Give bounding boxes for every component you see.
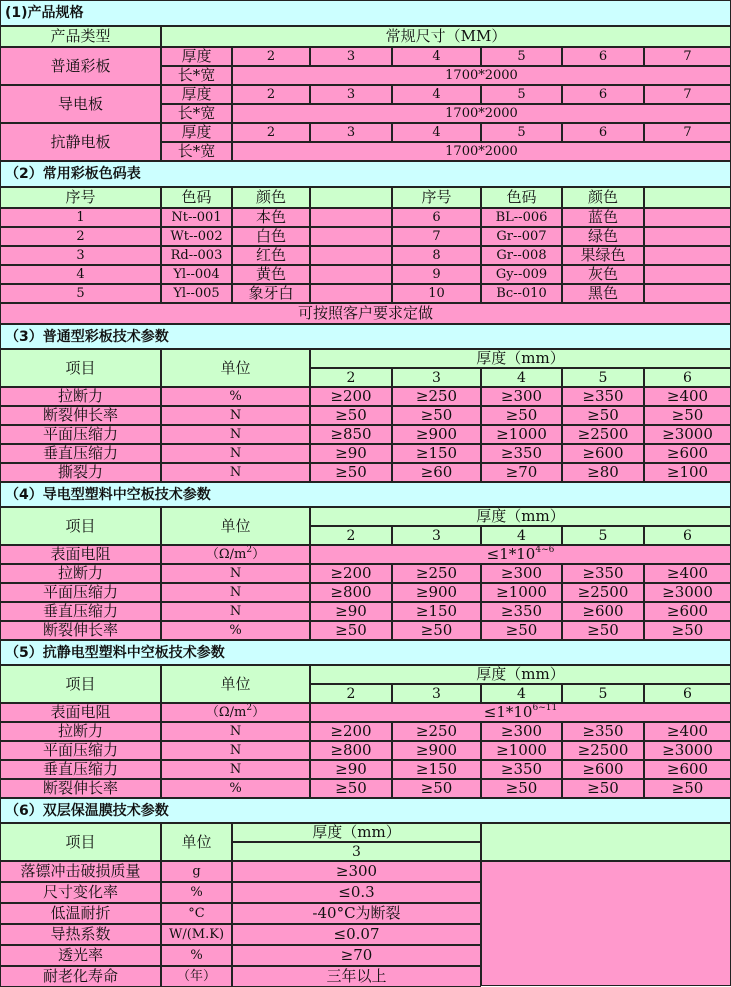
thickness-value: 2 [232, 47, 310, 66]
param-value: ≥50 [310, 779, 392, 798]
param-value-text: ≤1*10 [483, 703, 533, 721]
param-value: ≥3000 [644, 741, 731, 760]
row-label: 厚度 [161, 85, 232, 104]
size-value: 1700*2000 [232, 104, 731, 123]
param-value: ≥50 [481, 779, 562, 798]
param-value: ≥350 [562, 564, 644, 583]
param-unit-end: ） [252, 547, 266, 562]
color-name: 绿色 [562, 227, 644, 246]
blank-cell [644, 227, 731, 246]
product-type: 普通彩板 [0, 47, 161, 85]
color-code: Yl--004 [161, 265, 232, 284]
param-name: 耐老化寿命 [0, 966, 161, 987]
custom-note: 可按照客户要求定做 [0, 303, 731, 324]
param-value: ≥80 [562, 463, 644, 482]
param-value: ≥350 [481, 444, 562, 463]
param-value: ≥90 [310, 602, 392, 621]
param-value [310, 703, 731, 722]
color-name: 蓝色 [562, 208, 644, 227]
param-name: 平面压缩力 [0, 741, 161, 760]
param-name: 落镖冲击破损质量 [0, 861, 161, 882]
param-value: 三年以上 [232, 966, 481, 987]
thickness-value: 5 [562, 526, 644, 545]
param-unit: N [161, 564, 310, 583]
param-value: ≥50 [310, 406, 392, 425]
size-value: 1700*2000 [232, 66, 731, 85]
thickness-value: 6 [644, 526, 731, 545]
param-value: ≥50 [392, 621, 481, 640]
param-value: ≥800 [310, 741, 392, 760]
param-value: ≥3000 [644, 425, 731, 444]
color-name: 黄色 [232, 265, 310, 284]
param-value: ≥50 [392, 406, 481, 425]
param-unit: N [161, 425, 310, 444]
param-value: ≥60 [392, 463, 481, 482]
row-label: 长*宽 [161, 142, 232, 161]
param-unit: N [161, 444, 310, 463]
thickness-value: 4 [392, 123, 481, 142]
thickness-value: 2 [232, 85, 310, 104]
param-value: ≥600 [562, 602, 644, 621]
thickness-value: 3 [392, 526, 481, 545]
param-unit-end: ） [252, 705, 266, 720]
param-unit: % [161, 621, 310, 640]
param-unit: % [161, 779, 310, 798]
color-code: Yl--005 [161, 284, 232, 303]
thickness-value: 6 [562, 47, 644, 66]
param-value: ≥3000 [644, 583, 731, 602]
thickness-value: 6 [562, 85, 644, 104]
col-header: 颜色 [562, 187, 644, 208]
param-value-sup: 4~6 [535, 545, 555, 555]
col-header: 厚度（mm） [310, 665, 731, 684]
param-name: 断裂伸长率 [0, 779, 161, 798]
param-value: ≥900 [392, 741, 481, 760]
color-no: 9 [392, 265, 481, 284]
col-header: 项目 [0, 507, 161, 545]
size-value: 1700*2000 [232, 142, 731, 161]
param-unit [161, 703, 310, 722]
thickness-value: 3 [232, 842, 481, 861]
blank-cell [310, 265, 392, 284]
thickness-value: 5 [562, 368, 644, 387]
param-unit: °C [161, 903, 232, 924]
col-header: 厚度（mm） [310, 349, 731, 368]
param-value: ≥2500 [562, 741, 644, 760]
thickness-value: 5 [481, 85, 562, 104]
param-unit: % [161, 882, 232, 903]
param-value: ≥50 [562, 406, 644, 425]
param-name: 表面电阻 [0, 545, 161, 564]
param-value: ≥400 [644, 564, 731, 583]
blank-cell [644, 284, 731, 303]
param-value: ≥300 [481, 564, 562, 583]
param-value: ≥250 [392, 387, 481, 406]
param-value: ≥50 [481, 406, 562, 425]
param-unit: W/(M.K) [161, 924, 232, 945]
section-title: （4）导电型塑料中空板技术参数 [0, 482, 731, 507]
param-value: ≥350 [481, 602, 562, 621]
thickness-value: 7 [644, 47, 731, 66]
col-header: 单位 [161, 507, 310, 545]
blank-cell [481, 823, 731, 861]
section-title: （6）双层保温膜技术参数 [0, 798, 731, 823]
color-name: 灰色 [562, 265, 644, 284]
param-unit: N [161, 463, 310, 482]
section-title: （5）抗静电型塑料中空板技术参数 [0, 640, 731, 665]
param-name: 垂直压缩力 [0, 444, 161, 463]
param-value: ≥200 [310, 387, 392, 406]
param-value: ≥200 [310, 722, 392, 741]
param-value [310, 545, 731, 564]
param-value: ≥350 [562, 387, 644, 406]
param-value: ≥1000 [481, 583, 562, 602]
param-value: ≥600 [562, 760, 644, 779]
param-value: ≥1000 [481, 741, 562, 760]
param-value: ≥350 [562, 722, 644, 741]
color-code: Rd--003 [161, 246, 232, 265]
thickness-value: 4 [481, 684, 562, 703]
blank-cell [644, 246, 731, 265]
color-no: 1 [0, 208, 161, 227]
param-value: ≥600 [644, 444, 731, 463]
param-value: ≥50 [644, 406, 731, 425]
color-no: 8 [392, 246, 481, 265]
param-value: ≥50 [392, 779, 481, 798]
param-unit: % [161, 945, 232, 966]
thickness-value: 3 [310, 47, 392, 66]
color-code: BL--006 [481, 208, 562, 227]
col-header: 常规尺寸（MM） [161, 26, 731, 47]
col-header: 单位 [161, 349, 310, 387]
param-value: ≥350 [481, 760, 562, 779]
thickness-value: 4 [481, 526, 562, 545]
param-value: ≥100 [644, 463, 731, 482]
param-name: 低温耐折 [0, 903, 161, 924]
col-header: 序号 [392, 187, 481, 208]
param-value: ≥50 [310, 621, 392, 640]
param-unit [161, 545, 310, 564]
param-value: ≥70 [481, 463, 562, 482]
col-header: 项目 [0, 665, 161, 703]
param-unit-text: （Ω/m [205, 547, 247, 562]
color-no: 7 [392, 227, 481, 246]
col-header: 颜色 [232, 187, 310, 208]
color-no: 6 [392, 208, 481, 227]
blank-cell [310, 284, 392, 303]
param-value: ≥800 [310, 583, 392, 602]
col-header: 厚度（mm） [232, 823, 481, 842]
thickness-value: 4 [481, 368, 562, 387]
param-name: 表面电阻 [0, 703, 161, 722]
color-code: Gy--009 [481, 265, 562, 284]
param-value: -40°C为断裂 [232, 903, 481, 924]
color-code: Gr--008 [481, 246, 562, 265]
param-value: ≥90 [310, 760, 392, 779]
param-unit: N [161, 722, 310, 741]
param-value: ≥50 [562, 779, 644, 798]
param-unit: g [161, 861, 232, 882]
param-value: ≥300 [481, 387, 562, 406]
param-unit: （年） [161, 966, 232, 987]
param-value: ≥90 [310, 444, 392, 463]
param-value: ≥250 [392, 722, 481, 741]
color-no: 5 [0, 284, 161, 303]
param-name: 平面压缩力 [0, 425, 161, 444]
section-title: (1)产品规格 [0, 0, 731, 26]
col-header: 色码 [161, 187, 232, 208]
thickness-value: 3 [310, 85, 392, 104]
blank-cell [481, 861, 731, 986]
param-name: 导热系数 [0, 924, 161, 945]
param-name: 尺寸变化率 [0, 882, 161, 903]
param-value: ≥50 [481, 621, 562, 640]
thickness-value: 3 [310, 123, 392, 142]
param-value: ≥250 [392, 564, 481, 583]
param-value: ≥600 [644, 760, 731, 779]
col-header: 序号 [0, 187, 161, 208]
thickness-value: 6 [644, 684, 731, 703]
param-value: ≥150 [392, 444, 481, 463]
blank-cell [644, 187, 731, 208]
thickness-value: 6 [562, 123, 644, 142]
thickness-value: 2 [310, 368, 392, 387]
thickness-value: 7 [644, 85, 731, 104]
thickness-value: 5 [481, 123, 562, 142]
param-name: 平面压缩力 [0, 583, 161, 602]
col-header: 项目 [0, 823, 161, 861]
thickness-value: 3 [392, 368, 481, 387]
param-name: 断裂伸长率 [0, 406, 161, 425]
param-value: ≥50 [562, 621, 644, 640]
row-label: 厚度 [161, 47, 232, 66]
param-value: ≥2500 [562, 583, 644, 602]
param-value: ≥150 [392, 760, 481, 779]
blank-cell [644, 208, 731, 227]
color-name: 本色 [232, 208, 310, 227]
color-name: 象牙白 [232, 284, 310, 303]
thickness-value: 2 [232, 123, 310, 142]
thickness-value: 2 [310, 684, 392, 703]
param-value-text: ≤1*10 [486, 545, 536, 563]
product-type: 抗静电板 [0, 123, 161, 161]
param-name: 断裂伸长率 [0, 621, 161, 640]
row-label: 长*宽 [161, 104, 232, 123]
blank-cell [644, 265, 731, 284]
param-value: ≥600 [562, 444, 644, 463]
color-name: 白色 [232, 227, 310, 246]
param-value: ≥50 [310, 463, 392, 482]
param-unit-sup: 2 [246, 545, 253, 555]
thickness-value: 3 [392, 684, 481, 703]
param-value: ≥1000 [481, 425, 562, 444]
thickness-value: 4 [392, 85, 481, 104]
color-code: Wt--002 [161, 227, 232, 246]
thickness-value: 2 [310, 526, 392, 545]
param-unit: N [161, 760, 310, 779]
color-name: 果绿色 [562, 246, 644, 265]
param-value: ≥2500 [562, 425, 644, 444]
param-name: 拉断力 [0, 722, 161, 741]
section-title: （2）常用彩板色码表 [0, 161, 731, 187]
col-header: 项目 [0, 349, 161, 387]
blank-cell [310, 187, 392, 208]
col-header: 厚度（mm） [310, 507, 731, 526]
param-unit: % [161, 387, 310, 406]
color-no: 2 [0, 227, 161, 246]
param-value: ≥200 [310, 564, 392, 583]
col-header: 产品类型 [0, 26, 161, 47]
color-no: 10 [392, 284, 481, 303]
thickness-value: 7 [644, 123, 731, 142]
col-header: 单位 [161, 665, 310, 703]
param-unit: N [161, 406, 310, 425]
param-value: ≤0.3 [232, 882, 481, 903]
blank-cell [310, 246, 392, 265]
col-header: 色码 [481, 187, 562, 208]
blank-cell [310, 208, 392, 227]
color-no: 4 [0, 265, 161, 284]
color-code: Nt--001 [161, 208, 232, 227]
thickness-value: 4 [392, 47, 481, 66]
thickness-value: 5 [562, 684, 644, 703]
param-unit-text: （Ω/m [205, 705, 247, 720]
param-name: 拉断力 [0, 564, 161, 583]
param-value: ≥400 [644, 387, 731, 406]
param-value: ≥900 [392, 583, 481, 602]
param-value: ≥850 [310, 425, 392, 444]
thickness-value: 6 [644, 368, 731, 387]
param-value: ≥50 [644, 621, 731, 640]
param-value: ≤0.07 [232, 924, 481, 945]
param-unit: N [161, 602, 310, 621]
param-name: 拉断力 [0, 387, 161, 406]
color-code: Gr--007 [481, 227, 562, 246]
param-value: ≥300 [232, 861, 481, 882]
param-name: 垂直压缩力 [0, 602, 161, 621]
param-value: ≥600 [644, 602, 731, 621]
param-value: ≥300 [481, 722, 562, 741]
param-name: 透光率 [0, 945, 161, 966]
blank-cell [310, 227, 392, 246]
product-type: 导电板 [0, 85, 161, 123]
row-label: 长*宽 [161, 66, 232, 85]
param-value: ≥900 [392, 425, 481, 444]
param-value: ≥50 [644, 779, 731, 798]
color-no: 3 [0, 246, 161, 265]
param-name: 垂直压缩力 [0, 760, 161, 779]
param-name: 撕裂力 [0, 463, 161, 482]
color-name: 黑色 [562, 284, 644, 303]
col-header: 单位 [161, 823, 232, 861]
param-value: ≥400 [644, 722, 731, 741]
section-title: （3）普通型彩板技术参数 [0, 324, 731, 349]
param-unit-sup: 2 [246, 703, 253, 713]
param-value: ≥70 [232, 945, 481, 966]
param-value-sup: 6~11 [532, 703, 558, 713]
row-label: 厚度 [161, 123, 232, 142]
color-name: 红色 [232, 246, 310, 265]
param-unit: N [161, 741, 310, 760]
color-code: Bc--010 [481, 284, 562, 303]
param-unit: N [161, 583, 310, 602]
param-value: ≥150 [392, 602, 481, 621]
thickness-value: 5 [481, 47, 562, 66]
